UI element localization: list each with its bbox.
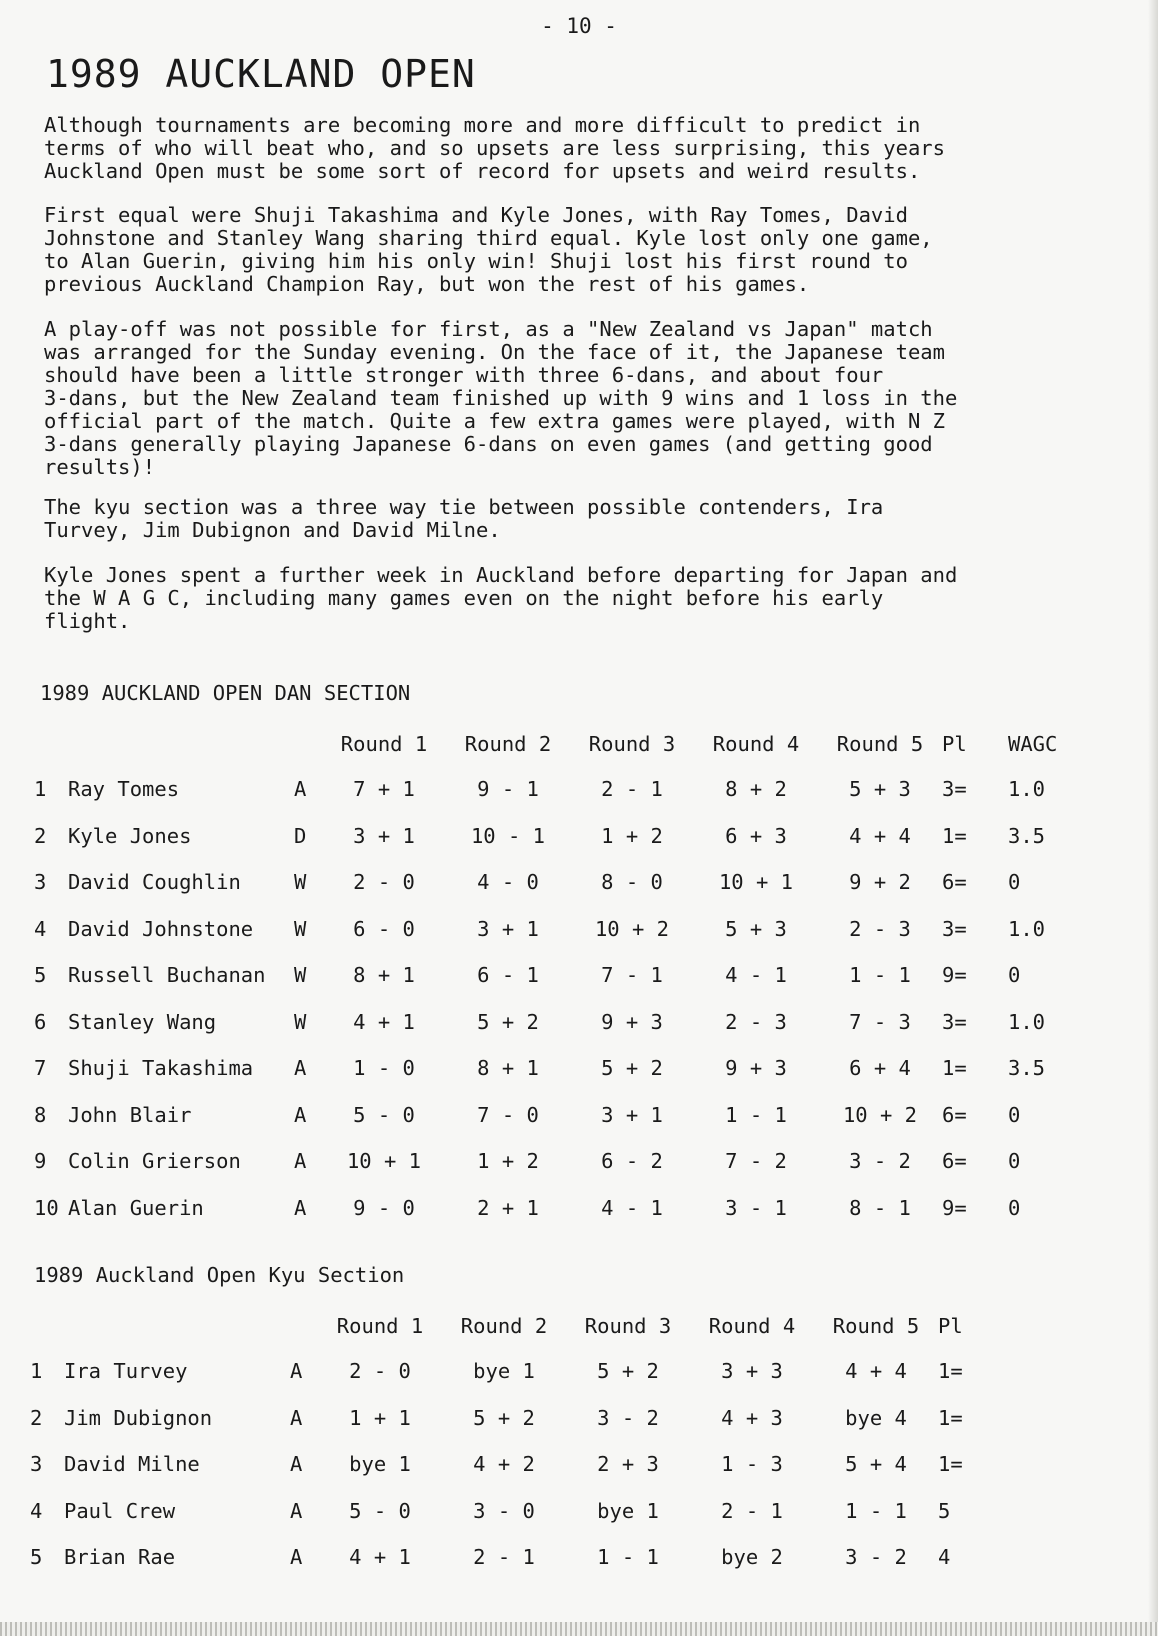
cell-round-5: 3 - 2 <box>849 1149 911 1174</box>
cell-round-4: 5 + 3 <box>725 916 787 941</box>
cell-wagc: 0 <box>1008 963 1021 988</box>
cell-place: 1= <box>942 823 967 848</box>
header-place: Pl <box>938 1314 963 1338</box>
cell-round-4: 9 + 3 <box>725 1056 787 1081</box>
cell-wagc: 0 <box>1008 870 1021 895</box>
header-round-3: Round 3 <box>588 732 676 756</box>
cell-round-1: 1 + 1 <box>349 1405 411 1430</box>
cell-round-5: bye 4 <box>845 1405 907 1430</box>
cell-colour: A <box>294 1149 307 1174</box>
cell-player-name: Russell Buchanan <box>68 963 266 988</box>
cell-round-1: 7 + 1 <box>353 777 415 802</box>
header-round-2: Round 2 <box>464 732 552 756</box>
cell-player-name: David Milne <box>64 1452 200 1477</box>
header-blank <box>294 722 322 766</box>
header-round-4: Round 4 <box>712 732 800 756</box>
page-edge-shadow <box>1148 0 1158 1636</box>
cell-player-name: Stanley Wang <box>68 1009 217 1034</box>
cell-round-3: 5 + 2 <box>601 1056 663 1081</box>
header-blank <box>34 722 68 766</box>
cell-player-name: David Johnstone <box>68 916 254 941</box>
cell-rank: 2 <box>34 823 47 848</box>
cell-round-4: 4 + 3 <box>721 1405 783 1430</box>
cell-rank: 7 <box>34 1056 47 1081</box>
table-row <box>34 859 1088 906</box>
paragraph-intro: Although tournaments are becoming more and more difficult to predict in terms of who will beat who, and so upsets are less surprising, this years Auckland Open must be some sort of record for upsets and weird results. <box>44 113 945 183</box>
cell-colour: W <box>294 870 307 895</box>
cell-colour: A <box>290 1498 303 1523</box>
cell-round-3: 4 - 1 <box>601 1195 663 1220</box>
cell-wagc: 3.5 <box>1008 1056 1046 1081</box>
table-row <box>30 1488 1004 1535</box>
paragraph-winners: First equal were Shuji Takashima and Kyle Jones, with Ray Tomes, David Johnstone and Stanley Wang sharing third equal. Kyle lost only one game, to Alan Guerin, giving him his only win! Shuji lost his first round to previous Auckland Champion Ray, but won the rest of his games. <box>44 203 933 296</box>
cell-place: 1= <box>938 1405 963 1430</box>
cell-round-3: 6 - 2 <box>601 1149 663 1174</box>
cell-player-name: Ray Tomes <box>68 777 180 802</box>
cell-place: 6= <box>942 870 967 895</box>
cell-place: 6= <box>942 1149 967 1174</box>
page-bottom-edge <box>0 1622 1158 1636</box>
table-row <box>34 906 1088 953</box>
cell-colour: D <box>294 823 307 848</box>
cell-round-2: 2 + 1 <box>477 1195 539 1220</box>
cell-round-4: bye 2 <box>721 1545 783 1570</box>
header-round-1: Round 1 <box>340 732 428 756</box>
cell-player-name: Brian Rae <box>64 1545 176 1570</box>
cell-colour: W <box>294 963 307 988</box>
cell-round-5: 3 - 2 <box>845 1545 907 1570</box>
cell-place: 1= <box>938 1452 963 1477</box>
table-row <box>34 952 1088 999</box>
cell-round-1: 10 + 1 <box>346 1149 422 1174</box>
header-round-3: Round 3 <box>584 1314 672 1338</box>
cell-rank: 8 <box>34 1102 47 1127</box>
cell-colour: A <box>290 1359 303 1384</box>
cell-round-5: 8 - 1 <box>849 1195 911 1220</box>
cell-round-1: 3 + 1 <box>353 823 415 848</box>
cell-round-5: 4 + 4 <box>849 823 911 848</box>
cell-round-2: 1 + 2 <box>477 1149 539 1174</box>
cell-round-4: 1 - 3 <box>721 1452 783 1477</box>
cell-round-2: 5 + 2 <box>473 1405 535 1430</box>
header-round-5: Round 5 <box>836 732 924 756</box>
cell-colour: A <box>290 1452 303 1477</box>
paragraph-kyu: The kyu section was a three way tie between possible contenders, Ira Turvey, Jim Dubignon and David Milne. <box>44 495 884 542</box>
cell-round-4: 4 - 1 <box>725 963 787 988</box>
cell-rank: 2 <box>30 1405 43 1430</box>
cell-rank: 9 <box>34 1149 47 1174</box>
cell-round-4: 6 + 3 <box>725 823 787 848</box>
cell-wagc: 3.5 <box>1008 823 1046 848</box>
kyu-section-heading: 1989 Auckland Open Kyu Section <box>34 1263 405 1287</box>
cell-player-name: Shuji Takashima <box>68 1056 254 1081</box>
table-row <box>34 1045 1088 1092</box>
table-row <box>34 1185 1088 1232</box>
page-number: - 10 - <box>541 14 617 38</box>
cell-player-name: Ira Turvey <box>64 1359 188 1384</box>
cell-round-3: 5 + 2 <box>597 1359 659 1384</box>
cell-place: 1= <box>938 1359 963 1384</box>
cell-rank: 5 <box>30 1545 43 1570</box>
cell-wagc: 1.0 <box>1008 777 1046 802</box>
cell-rank: 4 <box>34 916 47 941</box>
cell-round-3: 9 + 3 <box>601 1009 663 1034</box>
table-row <box>34 999 1088 1046</box>
cell-place: 9= <box>942 963 967 988</box>
cell-round-1: bye 1 <box>349 1452 411 1477</box>
cell-round-5: 5 + 4 <box>845 1452 907 1477</box>
cell-round-3: 3 + 1 <box>601 1102 663 1127</box>
cell-round-3: 1 + 2 <box>601 823 663 848</box>
table-header-row <box>30 1304 1004 1348</box>
header-blank <box>290 1304 318 1348</box>
table-row <box>30 1348 1004 1395</box>
cell-wagc: 1.0 <box>1008 1009 1046 1034</box>
cell-round-5: 1 - 1 <box>845 1498 907 1523</box>
header-round-2: Round 2 <box>460 1314 548 1338</box>
cell-round-2: 4 - 0 <box>477 870 539 895</box>
dan-section-heading: 1989 AUCKLAND OPEN DAN SECTION <box>40 681 411 705</box>
table-row <box>30 1441 1004 1488</box>
cell-colour: A <box>294 1102 307 1127</box>
cell-round-5: 7 - 3 <box>849 1009 911 1034</box>
cell-wagc: 0 <box>1008 1195 1021 1220</box>
cell-place: 4 <box>938 1545 951 1570</box>
cell-round-4: 7 - 2 <box>725 1149 787 1174</box>
cell-colour: A <box>294 1195 307 1220</box>
cell-rank: 6 <box>34 1009 47 1034</box>
cell-place: 1= <box>942 1056 967 1081</box>
cell-wagc: 0 <box>1008 1102 1021 1127</box>
cell-round-5: 9 + 2 <box>849 870 911 895</box>
header-round-1: Round 1 <box>336 1314 424 1338</box>
table-row <box>34 813 1088 860</box>
cell-round-4: 1 - 1 <box>725 1102 787 1127</box>
cell-round-2: 9 - 1 <box>477 777 539 802</box>
cell-round-1: 9 - 0 <box>353 1195 415 1220</box>
table-row <box>34 766 1088 813</box>
header-wagc: WAGC <box>1008 732 1058 756</box>
header-round-4: Round 4 <box>708 1314 796 1338</box>
cell-rank: 1 <box>30 1359 43 1384</box>
cell-colour: A <box>294 777 307 802</box>
cell-round-3: 2 + 3 <box>597 1452 659 1477</box>
cell-player-name: John Blair <box>68 1102 192 1127</box>
cell-colour: A <box>294 1056 307 1081</box>
cell-round-3: 8 - 0 <box>601 870 663 895</box>
cell-round-5: 2 - 3 <box>849 916 911 941</box>
table-header-row <box>34 722 1088 766</box>
cell-rank: 10 <box>34 1195 59 1220</box>
cell-place: 6= <box>942 1102 967 1127</box>
cell-round-5: 5 + 3 <box>849 777 911 802</box>
cell-round-4: 10 + 1 <box>718 870 794 895</box>
cell-round-2: 10 - 1 <box>470 823 546 848</box>
cell-round-1: 8 + 1 <box>353 963 415 988</box>
table-row <box>30 1534 1004 1581</box>
cell-round-1: 2 - 0 <box>349 1359 411 1384</box>
table-row <box>34 1092 1088 1139</box>
cell-round-2: 7 - 0 <box>477 1102 539 1127</box>
cell-rank: 5 <box>34 963 47 988</box>
cell-round-1: 2 - 0 <box>353 870 415 895</box>
cell-round-4: 2 - 1 <box>721 1498 783 1523</box>
cell-place: 3= <box>942 777 967 802</box>
cell-colour: W <box>294 916 307 941</box>
cell-round-3: 10 + 2 <box>594 916 670 941</box>
cell-round-5: 1 - 1 <box>849 963 911 988</box>
cell-round-4: 2 - 3 <box>725 1009 787 1034</box>
cell-round-1: 6 - 0 <box>353 916 415 941</box>
header-place: Pl <box>942 732 967 756</box>
table-row <box>30 1395 1004 1442</box>
cell-player-name: Alan Guerin <box>68 1195 204 1220</box>
cell-rank: 3 <box>34 870 47 895</box>
cell-round-4: 8 + 2 <box>725 777 787 802</box>
cell-player-name: Jim Dubignon <box>64 1405 213 1430</box>
cell-place: 3= <box>942 916 967 941</box>
header-blank <box>64 1304 290 1348</box>
cell-round-1: 1 - 0 <box>353 1056 415 1081</box>
cell-round-3: 3 - 2 <box>597 1405 659 1430</box>
cell-round-3: 1 - 1 <box>597 1545 659 1570</box>
cell-player-name: Kyle Jones <box>68 823 192 848</box>
cell-round-5: 6 + 4 <box>849 1056 911 1081</box>
cell-colour: W <box>294 1009 307 1034</box>
cell-round-1: 5 - 0 <box>353 1102 415 1127</box>
cell-round-5: 4 + 4 <box>845 1359 907 1384</box>
cell-round-2: 8 + 1 <box>477 1056 539 1081</box>
page-title: 1989 AUCKLAND OPEN <box>46 52 476 96</box>
dan-results-table <box>34 722 1088 1231</box>
paragraph-playoff: A play-off was not possible for first, as a "New Zealand vs Japan" match was arranged for the Sunday evening. On the face of it, the Japanese team should have been a little stronger with three 6-dans, and about four 3-dans, but the New Zealand team finished up with 9 wins and 1 loss in the official part of the match. Quite a few extra games were played, with N Z 3-dans generally playing Japanese 6-dans on even games (and getting good results)! <box>44 317 958 479</box>
cell-round-5: 10 + 2 <box>842 1102 918 1127</box>
cell-round-2: 3 + 1 <box>477 916 539 941</box>
cell-round-3: 7 - 1 <box>601 963 663 988</box>
cell-round-4: 3 + 3 <box>721 1359 783 1384</box>
paragraph-kyle: Kyle Jones spent a further week in Auckland before departing for Japan and the W A G C, including many games even on the night before his early flight. <box>44 563 958 633</box>
cell-round-3: bye 1 <box>597 1498 659 1523</box>
header-blank <box>68 722 294 766</box>
table-row <box>34 1138 1088 1185</box>
cell-round-2: bye 1 <box>473 1359 535 1384</box>
cell-player-name: Colin Grierson <box>68 1149 241 1174</box>
cell-round-3: 2 - 1 <box>601 777 663 802</box>
cell-place: 9= <box>942 1195 967 1220</box>
cell-colour: A <box>290 1545 303 1570</box>
cell-wagc: 0 <box>1008 1149 1021 1174</box>
cell-round-2: 6 - 1 <box>477 963 539 988</box>
cell-player-name: David Coughlin <box>68 870 241 895</box>
cell-round-1: 4 + 1 <box>349 1545 411 1570</box>
cell-round-2: 3 - 0 <box>473 1498 535 1523</box>
cell-round-1: 5 - 0 <box>349 1498 411 1523</box>
header-blank <box>30 1304 64 1348</box>
cell-player-name: Paul Crew <box>64 1498 176 1523</box>
cell-colour: A <box>290 1405 303 1430</box>
cell-rank: 4 <box>30 1498 43 1523</box>
cell-round-1: 4 + 1 <box>353 1009 415 1034</box>
cell-round-2: 5 + 2 <box>477 1009 539 1034</box>
cell-wagc: 1.0 <box>1008 916 1046 941</box>
kyu-results-table <box>30 1304 1004 1581</box>
cell-place: 5 <box>938 1498 951 1523</box>
cell-round-2: 2 - 1 <box>473 1545 535 1570</box>
cell-rank: 1 <box>34 777 47 802</box>
cell-rank: 3 <box>30 1452 43 1477</box>
header-round-5: Round 5 <box>832 1314 920 1338</box>
cell-place: 3= <box>942 1009 967 1034</box>
cell-round-4: 3 - 1 <box>725 1195 787 1220</box>
cell-round-2: 4 + 2 <box>473 1452 535 1477</box>
